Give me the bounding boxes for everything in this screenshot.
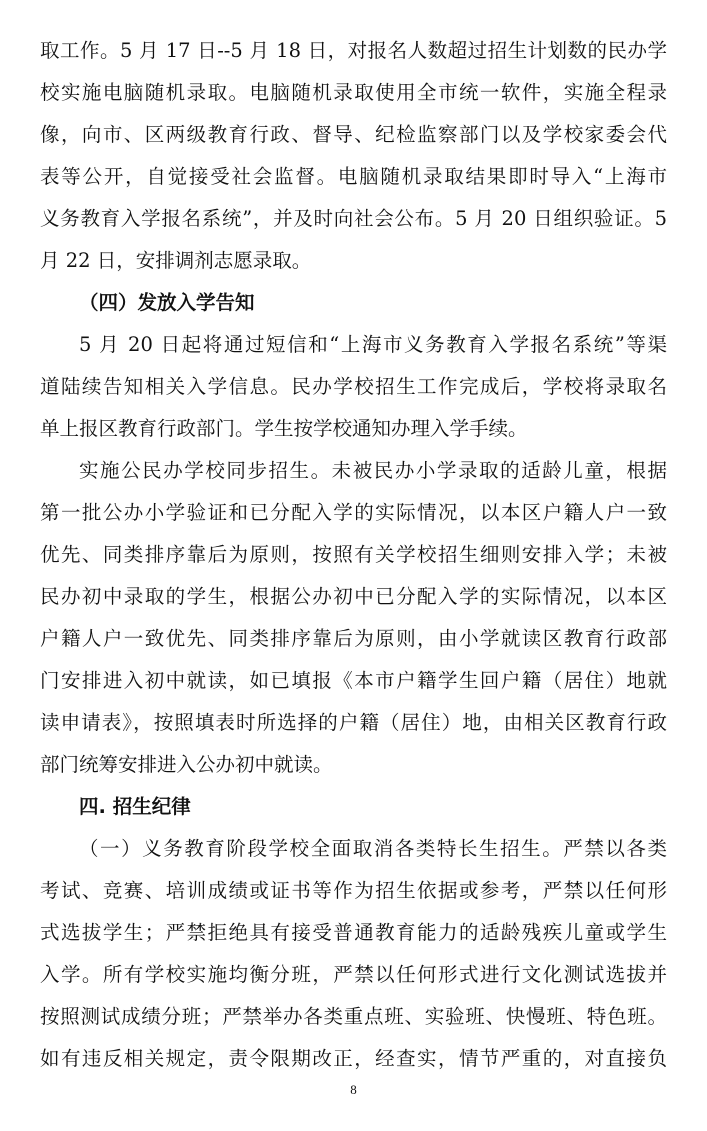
text-line: 入学。所有学校实施均衡分班，严禁以任何形式进行文化测试选拔并 <box>40 963 667 986</box>
text-line: （一）义务教育阶段学校全面取消各类特长生招生。严禁以各类 <box>79 837 667 860</box>
text-line: 如有违反相关规定，责令限期改正，经查实，情节严重的，对直接负 <box>40 1047 667 1070</box>
section-heading: 四. 招生纪律 <box>79 795 191 818</box>
text-line: 门安排进入初中就读，如已填报《本市户籍学生回户籍（居住）地就 <box>40 669 667 692</box>
text-line: 考试、竞赛、培训成绩或证书等作为招生依据或参考，严禁以任何形 <box>40 879 667 902</box>
text-line: 户籍人户一致优先、同类排序靠后为原则，由小学就读区教育行政部 <box>40 627 667 650</box>
text-line: 实施公民办学校同步招生。未被民办小学录取的适龄儿童，根据 <box>79 459 667 482</box>
text-line: 5 月 20 日起将通过短信和“上海市义务教育入学报名系统”等渠 <box>79 333 667 356</box>
text-line: 义务教育入学报名系统”，并及时向社会公布。5 月 20 日组织验证。5 <box>40 207 667 230</box>
text-line: 式选拔学生；严禁拒绝具有接受普通教育能力的适龄残疾儿童或学生 <box>40 921 667 944</box>
text-line: 取工作。5 月 17 日--5 月 18 日，对报名人数超过招生计划数的民办学 <box>40 39 667 62</box>
text-line: 像，向市、区两级教育行政、督导、纪检监察部门以及学校家委会代 <box>40 123 667 146</box>
section-heading: （四）发放入学告知 <box>79 291 255 314</box>
text-line: 月 22 日，安排调剂志愿录取。 <box>40 249 312 272</box>
text-line: 按照测试成绩分班；严禁举办各类重点班、实验班、快慢班、特色班。 <box>40 1005 667 1028</box>
text-line: 部门统筹安排进入公办初中就读。 <box>40 753 333 776</box>
text-line: 单上报区教育行政部门。学生按学校通知办理入学手续。 <box>40 417 528 440</box>
text-line: 校实施电脑随机录取。电脑随机录取使用全市统一软件，实施全程录 <box>40 81 667 104</box>
text-line: 读申请表》，按照填表时所选择的户籍（居住）地，由相关区教育行政 <box>40 711 667 734</box>
text-line: 道陆续告知相关入学信息。民办学校招生工作完成后，学校将录取名 <box>40 375 667 398</box>
text-line: 优先、同类排序靠后为原则，按照有关学校招生细则安排入学；未被 <box>40 543 667 566</box>
text-line: 表等公开，自觉接受社会监督。电脑随机录取结果即时导入“上海市 <box>40 165 667 188</box>
text-line: 第一批公办小学验证和已分配入学的实际情况，以本区户籍人户一致 <box>40 501 667 524</box>
page-number: 8 <box>350 1082 357 1097</box>
text-line: 民办初中录取的学生，根据公办初中已分配入学的实际情况，以本区 <box>40 585 667 608</box>
